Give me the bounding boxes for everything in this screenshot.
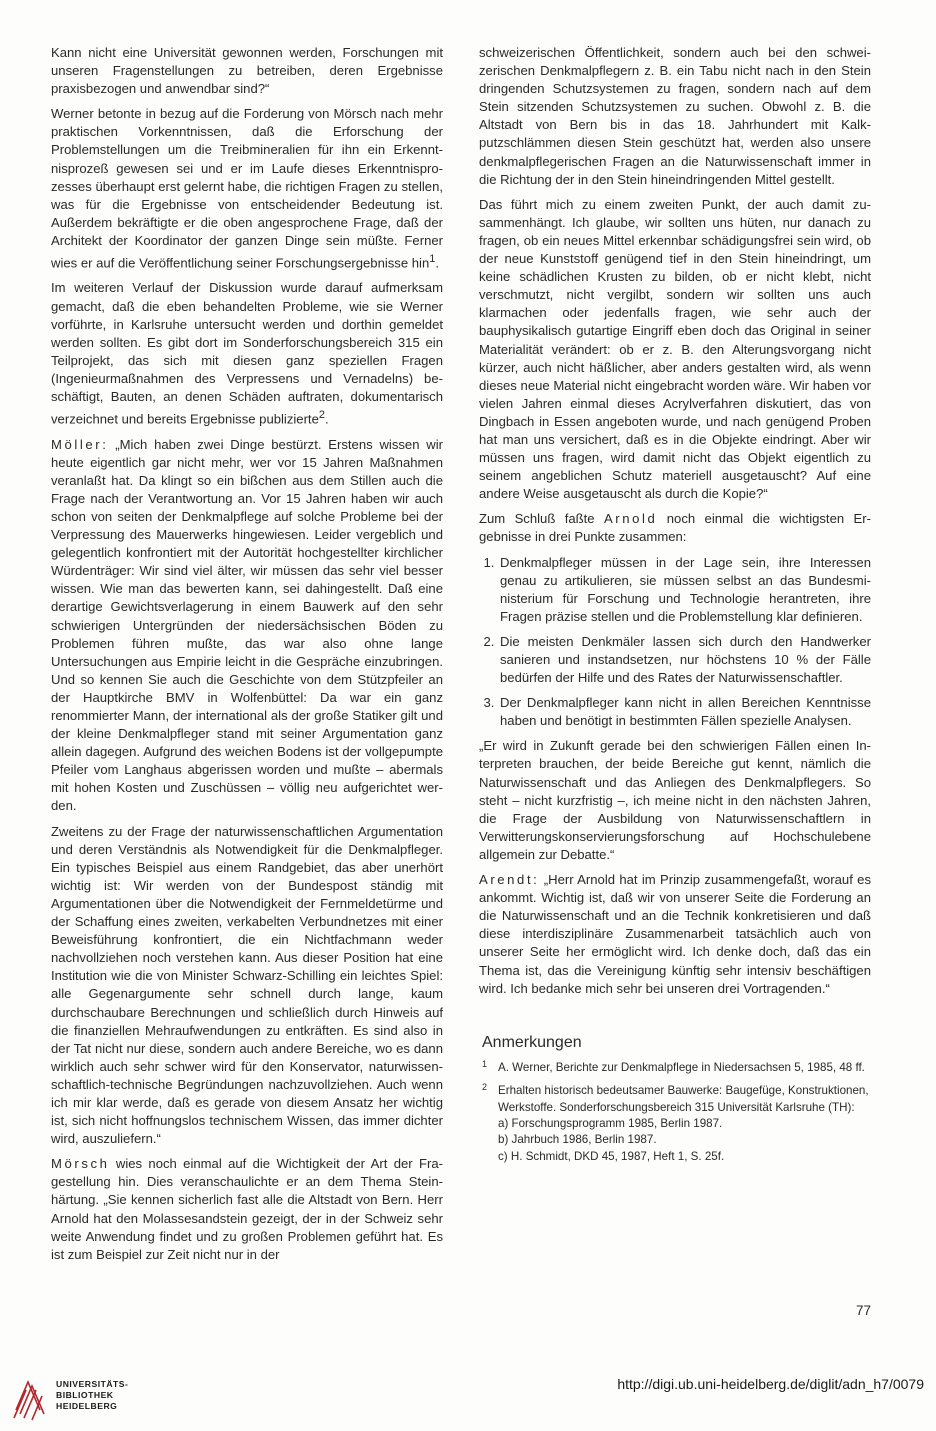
paragraph: Möller: „Mich haben zwei Dinge bestürzt. Erstens wissen wir heute eigentlich gar nicht mehr, wer vor 15 Jahren Maßnahmen veranlaßt hat. Da klingt so ein bißchen aus dem Stillen auch die Frage nach der Verantwortung an. Vor 15 Jahren haben wir auch schon von seiten der Denkmalpflege auf solche Probleme bei der Verpressung des Mauerwerks hingewiesen. Leider vergeblich und gelegentlich konfrontiert mit der Autorität hochgestellter kirchlicher Würdenträger: Wir sind viel älter, wir müssen das sehr viel besser wissen. Wie man das bewerten kann, sei dahingestellt. Daß eine derartige Gewichtsverlagerung in einem Bauwerk auf den sehr schwierigen Untergründen der niedersächsischen Böden zu Problemen führen mußte, das war also ohne lange Untersuchungen aus Empirie leicht in die Gespräche einzubringen. Und so kennen Sie auch die Geschichte von dem Stützpfeiler an der Hauptkirche BMV in Wolfenbüttel: Da war ein ganz renommierter Mann, der international als der große Statiker gilt und der kleine Denkmalpfleger stand mit seiner Argumentation ganz allein dagegen. Aufgrund des weichen Bodens ist der vollgepumpte Pfeiler vom Langhaus abgerissen worden und mußte – abermals mit hohen Kosten und Zuschüssen – völlig neu aufgerichtet werden.	[51, 436, 443, 814]
footnote-number: 1	[482, 1058, 488, 1069]
left-column	[51, 44, 443, 1271]
speaker-name: Mörsch	[51, 1156, 110, 1172]
paragraph: Kann nicht eine Universität gewonnen werden, Forschungen mit unseren Fragenstellungen zu betreiben, deren Ergebnisse praxisbezogen und anwendbar sind?“	[51, 45, 443, 97]
right-column	[479, 44, 871, 1172]
paragraph: Werner betonte in bezug auf die Forderung von Mörsch nach mehr praktischen Vorkenntnissen, daß die Erforschung der Problemstellungen um die Treibmineralien für ihn ein Erkenntnisprozeß gewesen sei und er im Laufe dieses Erkenntnisprozesses überhaupt erst gelernt habe, die richtigen Fragen zu stellen, was für die Ergebnisse von entscheidender Bedeutung ist. Außerdem bekräftigte er die oben angesprochene Frage, daß der Architekt der Koordinator der ganzen Dinge sein müßte. Ferner wies er auf die Veröffentlichung seiner Forschungsergebnisse hin$^1$.	[51, 106, 443, 271]
document-url-link[interactable]: http://digi.ub.uni-heidelberg.de/diglit/adn_h7/0079	[617, 1376, 924, 1392]
footnote: 2 Erhalten historisch bedeutsamer Bauwerke: Baugefüge, Konstruktionen, Werkstoffe. Sonderforschungsbereich 315 Universität Karlsruhe (TH): a) Forschungsprogramm 1985, Berlin 1987. b) Jahrbuch 1986, Berlin 1987. c) H. Schmidt, DKD 45, 1987, Heft 1, S. 25f.	[479, 1083, 871, 1165]
list-item: 1. Denkmalpfleger müssen in der Lage sein, ihre Interessen genau zu artikulieren, sie müssen selbst an das Bundesministerium für Forschung und Technologie herantreten, ihre Fragen präzise stellen und die Problemstellung klar definieren.	[498, 554, 871, 626]
list-item: 2. Die meisten Denkmäler lassen sich durch den Handwerker sanieren und instandsetzen, nur höchstens 10 % der Fälle bedürfen der Hilfe und des Rates der Naturwissenschaftler.	[498, 633, 871, 687]
paragraph: Zweitens zu der Frage der naturwissenschaftlichen Argumentation und deren Verständnis als Notwendigkeit für die Denkmalpfleger. Ein typisches Beispiel aus einem Randgebiet, das aber unerhört wichtig ist: Wir werden von der Bundespost ständig mit Argumentationen über die Notwendigkeit der Fernmeldetürme und der Schaffung eines zweiten, verkabelten Verbundnetzes mit einer Beweisführung konfrontiert, die ein Nichtfachmann weder nachvollziehen noch verstehen kann. Aus dieser Position hat eine Institution wie die von Minister Schwarz-Schilling ein leichtes Spiel: alle Gegenargumente sehr schnell durch lange, kaum durchschaubare Berechnungen und schließlich durch Hinweis auf die finanziellen Mehraufwendungen zu entkräften. Es sind also in der Tat nicht nur diese, sondern auch andere Bereiche, wo es dann wirklich auch sehr schwer wird für den Konservator, naturwissenschaftlich-technische Begründungen nachzuvollziehen. Auch wenn ich mir klar werde, daß es gerade von diesem Ansatz her wichtig ist, sich nicht hoffnungslos technischem Wissen, das immer dichter wird, auszuliefern.“	[51, 823, 443, 1147]
footnote-ref: 2	[318, 409, 325, 422]
page-number: 77	[856, 1303, 872, 1318]
paragraph: „Er wird in Zukunft gerade bei den schwierigen Fällen einen Interpreten brauchen, der beide Bereiche gut kennt, nämlich die Naturwissenschaft und das Anliegen des Denkmalpflegers. So steht – nicht kurzfristig –, ich meine nicht in den nächsten Jahren, die Frage der Ausbildung von Naturwissenschaftlern in Verwitterungskonservierungsforschung auf Hochschulebene allgemein zur Debatte.“	[479, 738, 871, 862]
paragraph: Mörsch wies noch einmal auf die Wichtigkeit der Art der Fragestellung hin. Dies veranschaulichte er an dem Thema Steinhärtung. „Sie kennen sicherlich fast alle die Altstadt von Bern. Herr Arnold hat den Molassesandstein gezeigt, der in der Schweiz sehr weite Anwendung findet und zu großen Problemen geführt hat. Es ist zum Beispiel zur Zeit nicht nur in der	[51, 1156, 443, 1262]
viewer-footer	[0, 1362, 936, 1431]
speaker-name: Arnold	[603, 511, 658, 527]
summary-points	[479, 554, 871, 731]
paragraph: Im weiteren Verlauf der Diskussion wurde darauf aufmerksam gemacht, daß die eben behandelten Probleme, wie sie Werner vorführte, in Karlsruhe untersucht werden und dorthin gemeldet werden sollten. Es gibt dort im Sonderforschungsbereich 315 ein Teilprojekt, das sich mit diesen ganz speziellen Fragen (Ingenieurmaßnahmen des Verpressens und Vernadelns) beschäftigt, Bauten, an denen Schäden auftraten, dokumentarisch verzeichnet und bereits Ergebnisse publizierte$^2$.	[51, 280, 443, 427]
notes-heading: Anmerkungen	[482, 1033, 582, 1051]
list-item: 3. Der Denkmalpfleger kann nicht in allen Bereichen Kenntnisse haben und benötigt in bestimmten Fällen spezielle Analysen.	[498, 694, 871, 730]
library-name: UNIVERSITÄTS- BIBLIOTHEK HEIDELBERG	[56, 1379, 129, 1411]
footnotes-list	[479, 1060, 871, 1165]
paragraph: Das führt mich zu einem zweiten Punkt, der auch damit zusammenhängt. Ich glaube, wir sollten uns hüten, nur danach zu fragen, ob ein neues Mittel erkennbar schädigungsfrei sein wird, ob der neue Kunststoff genügend tief in den Stein hineindringt, um keine schädlichen Krusten zu bilden, ob er nicht klebt, nicht verschmutzt, nicht vergilbt, sondern wir sollten uns auch klarmachen oder jedenfalls fragen, wie sehr auch der bauphysikalisch gutartige Eingriff eben doch das Original in seiner Materialität verändert: ob er z. B. den Alterungsvorgang nicht kürzer, auch nicht häßlicher, aber anders gestalten wird, als wenn dieses neue Material nicht eingebracht worden wäre. Wir haben vor vielen Jahren einmal dieses Acrylverfahren diskutiert, das von Dingbach in Essen angeboten wurde, und nach genügend Proben hat man uns versichert, daß es in die Objekte eindringt. Aber wir müssen uns fragen, wird damit nicht das Objekt eigentlich zu seinem angeblichen Schutz materiell ausgetauscht? Auf eine andere Weise ausgetauscht als durch die Kopie?“	[479, 196, 871, 502]
footnote-ref: 1	[429, 253, 436, 266]
paragraph: Arendt: „Herr Arnold hat im Prinzip zusammengefaßt, worauf es ankommt. Wichtig ist, daß wir von unserer Seite die Forderung an die Naturwissenschaft und an die Technik konkretisieren und daß diese interdisziplinäre Zusammenarbeit tatsächlich auch von unserer Seite her ermöglicht wird. Ich denke doch, daß das ein Thema ist, das die Vereinigung künftig sehr intensiv beschäftigen wird. Ich bedanke mich sehr bei unseren drei Vortragenden.“	[479, 872, 871, 996]
speaker-name: Arendt:	[479, 872, 540, 888]
footnote: 1 A. Werner, Berichte zur Denkmalpflege in Niedersachsen 5, 1985, 48 ff.	[479, 1060, 871, 1076]
footnote-number: 2	[482, 1082, 488, 1093]
speaker-name: Möller:	[51, 436, 109, 452]
library-logo-icon	[12, 1374, 48, 1424]
paragraph: Zum Schluß faßte Arnold noch einmal die wichtigsten Ergebnisse in drei Punkte zusammen:	[479, 511, 871, 545]
paragraph: schweizerischen Öffentlichkeit, sondern auch bei den schweizerischen Denkmalpflegern z. B. ein Tabu nicht nach in den Stein dringenden Schutzsystemen zu fragen, sondern nach auf dem Stein sitzenden Schutzsystemen zu suchen. Obwohl z. B. die Altstadt von Bern bis in das 18. Jahrhundert mit Kalkputzschlämmen diesen Stein geschützt hat, werden also unsere denkmalpflegerischen Fragen an die Naturwissenschaft immer in die Richtung der in den Stein hineindringenden Mittel gestellt.	[479, 45, 871, 187]
